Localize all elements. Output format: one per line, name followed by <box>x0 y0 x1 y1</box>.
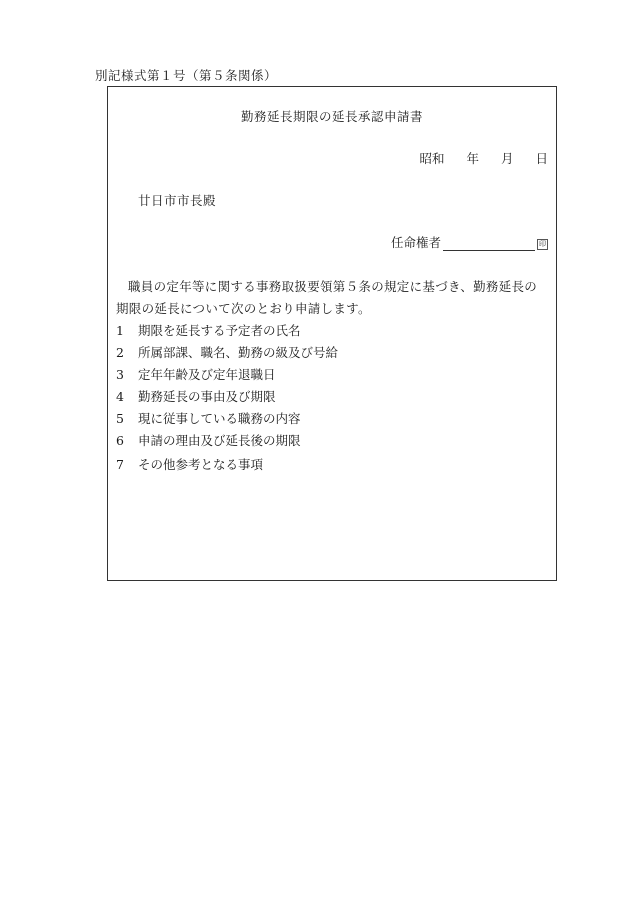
item-number: 4 <box>116 389 124 404</box>
date-era: 昭和 <box>419 151 445 166</box>
addressee: 廿日市市長殿 <box>138 193 217 208</box>
form-label: 別記様式第１号（第５条関係） <box>95 68 278 83</box>
item-number: 3 <box>116 367 124 382</box>
list-item <box>116 342 338 364</box>
item-text: 勤務延長の事由及び期限 <box>138 389 276 404</box>
item-list <box>116 320 338 476</box>
list-item <box>116 386 338 408</box>
list-item <box>116 408 338 430</box>
item-text: その他参考となる事項 <box>138 457 264 472</box>
seal-mark: 印 <box>539 240 546 248</box>
item-text: 現に従事している職務の内容 <box>138 411 301 426</box>
item-text: 所属部課、職名、勤務の級及び号給 <box>138 345 339 360</box>
date-year-unit: 年 <box>466 151 479 166</box>
applicant-label: 任命権者 <box>390 235 441 250</box>
item-number: 5 <box>116 411 124 426</box>
item-number: 2 <box>116 345 124 360</box>
list-item <box>116 430 338 452</box>
date-month-unit: 月 <box>500 151 514 166</box>
date-day-unit: 日 <box>535 151 548 166</box>
applicant-line <box>391 233 548 251</box>
signature-line <box>443 237 535 251</box>
item-text: 申請の理由及び延長後の期限 <box>138 433 301 448</box>
date-line <box>419 149 548 167</box>
form-title: 勤務延長期限の延長承認申請書 <box>240 109 423 124</box>
item-number: 6 <box>116 433 124 448</box>
item-text: 定年年齢及び定年退職日 <box>138 367 276 382</box>
item-number: 1 <box>116 323 124 338</box>
item-text: 期限を延長する予定者の氏名 <box>138 323 301 338</box>
list-item <box>116 454 338 476</box>
list-item <box>116 320 338 342</box>
item-number: 7 <box>116 457 124 472</box>
application-form-frame <box>107 86 557 581</box>
list-item <box>116 364 338 386</box>
body-text: 職員の定年等に関する事務取扱要領第５条の規定に基づき、勤務延長の期限の延長について次のとおり申請します。 <box>116 279 538 316</box>
